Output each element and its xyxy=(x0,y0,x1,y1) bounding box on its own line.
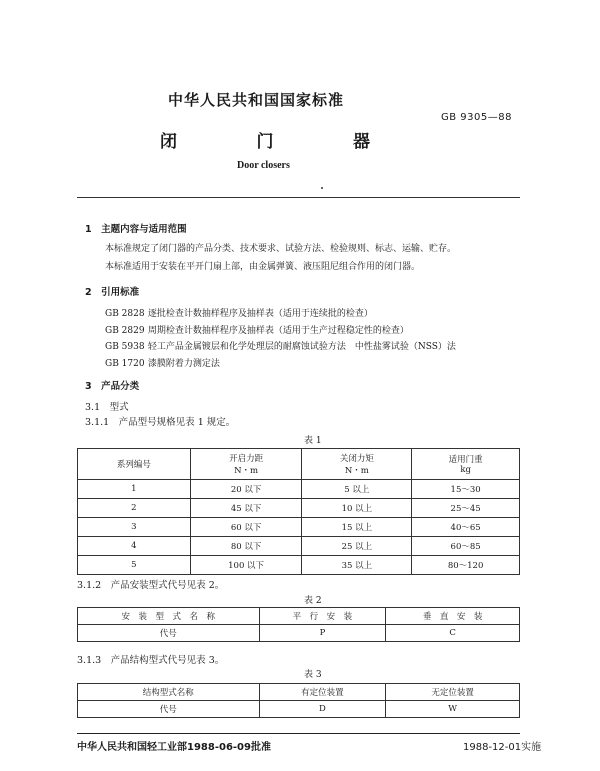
reference-title: 轻工产品金属镀层和化学处理层的耐腐蚀试验方法 中性盐雾试验（NSS）法 xyxy=(147,342,456,352)
reference-item xyxy=(105,306,373,319)
table-cell: 80～120 xyxy=(412,556,520,575)
header-cell: 有定位装置 xyxy=(259,684,386,701)
table-row xyxy=(78,701,520,718)
table-row xyxy=(78,480,520,499)
table-cell: 5 xyxy=(78,556,191,575)
reference-item xyxy=(105,356,220,369)
table-cell: 45 以下 xyxy=(190,499,302,518)
table-cell: 60 以下 xyxy=(190,518,302,537)
section-2-heading: 2 引用标准 xyxy=(85,287,140,298)
footer-divider xyxy=(77,733,520,734)
header-cell: 平 行 安 装 xyxy=(259,608,386,625)
table-cell: 10 以上 xyxy=(302,499,412,518)
table-header-row xyxy=(78,608,520,625)
header-cell: 无定位装置 xyxy=(386,684,520,701)
header-cell: 系列编号 xyxy=(78,449,191,480)
header-divider xyxy=(77,197,520,198)
reference-item xyxy=(105,339,456,352)
table-cell: 15 以上 xyxy=(302,518,412,537)
table-row xyxy=(78,537,520,556)
table-row xyxy=(78,499,520,518)
title-char: 器 xyxy=(353,132,370,152)
table-2 xyxy=(77,607,520,642)
table-cell: 4 xyxy=(78,537,191,556)
section-1-heading: 1 主题内容与适用范围 xyxy=(85,224,187,235)
reference-title: 周期检查计数抽样程序及抽样表（适用于生产过程稳定性的检查） xyxy=(147,326,409,336)
table-cell: 40～65 xyxy=(412,518,520,537)
table-cell: 80 以下 xyxy=(190,537,302,556)
table-header-row xyxy=(78,684,520,701)
table-header-row xyxy=(78,449,520,480)
document-title-english: Door closers xyxy=(237,160,290,171)
table-2-caption: 表 2 xyxy=(304,596,322,606)
reference-code: GB 2828 xyxy=(105,309,145,319)
table-row xyxy=(78,625,520,642)
reference-title: 漆膜附着力测定法 xyxy=(147,359,220,369)
reference-code: GB 5938 xyxy=(105,342,145,352)
table-1 xyxy=(77,448,520,575)
header-cell: 开启力距 N・m xyxy=(190,449,302,480)
table-cell: P xyxy=(259,625,386,642)
subsection-3-1-3: 3.1.3 产品结构型式代号见表 3。 xyxy=(77,655,225,666)
table-cell: 15～30 xyxy=(412,480,520,499)
table-cell: W xyxy=(386,701,520,718)
header-cell: 适用门重 kg xyxy=(412,449,520,480)
table-3 xyxy=(77,683,520,718)
header-cell: 结构型式名称 xyxy=(78,684,260,701)
table-cell: 25 以上 xyxy=(302,537,412,556)
standard-code: GB 9305—88 xyxy=(441,112,512,123)
table-cell: 1 xyxy=(78,480,191,499)
reference-title: 逐批检查计数抽样程序及抽样表（适用于连续批的检查） xyxy=(147,309,373,319)
table-1-caption: 表 1 xyxy=(304,436,322,446)
speck-mark xyxy=(321,187,323,189)
title-char: 闭 xyxy=(160,132,177,152)
title-char: 门 xyxy=(256,132,274,152)
table-row xyxy=(78,518,520,537)
table-cell: D xyxy=(259,701,386,718)
standard-organization: 中华人民共和国国家标准 xyxy=(168,91,345,109)
section-1-paragraph-2: 本标准适用于安装在平开门扇上部，由金属弹簧、液压阻尼组合作用的闭门器。 xyxy=(105,262,421,272)
table-cell: 35 以上 xyxy=(302,556,412,575)
subsection-3-1: 3.1 型式 xyxy=(85,402,129,413)
table-cell: 代号 xyxy=(78,701,260,718)
reference-code: GB 2829 xyxy=(105,326,145,336)
table-cell: 60～85 xyxy=(412,537,520,556)
approval-line: 中华人民共和国轻工业部1988-06-09批准 xyxy=(77,742,271,753)
table-cell: 20 以下 xyxy=(190,480,302,499)
section-3-heading: 3 产品分类 xyxy=(85,381,140,392)
table-cell: 100 以下 xyxy=(190,556,302,575)
implementation-date: 1988-12-01实施 xyxy=(463,742,542,753)
reference-item xyxy=(105,323,409,336)
table-cell: 2 xyxy=(78,499,191,518)
header-cell: 安 装 型 式 名 称 xyxy=(78,608,260,625)
subsection-3-1-1: 3.1.1 产品型号规格见表 1 规定。 xyxy=(85,417,236,428)
header-cell: 垂 直 安 装 xyxy=(386,608,520,625)
table-cell: 代号 xyxy=(78,625,260,642)
table-cell: 25～45 xyxy=(412,499,520,518)
table-cell: C xyxy=(386,625,520,642)
table-cell: 5 以上 xyxy=(302,480,412,499)
header-cell: 关闭力矩 N・m xyxy=(302,449,412,480)
table-3-caption: 表 3 xyxy=(304,670,322,680)
table-row xyxy=(78,556,520,575)
reference-code: GB 1720 xyxy=(105,359,145,369)
document-title xyxy=(160,127,370,152)
table-cell: 3 xyxy=(78,518,191,537)
subsection-3-1-2: 3.1.2 产品安装型式代号见表 2。 xyxy=(77,580,225,591)
section-1-paragraph-1: 本标准规定了闭门器的产品分类、技术要求、试验方法、检验规则、标志、运输、贮存。 xyxy=(105,244,457,254)
